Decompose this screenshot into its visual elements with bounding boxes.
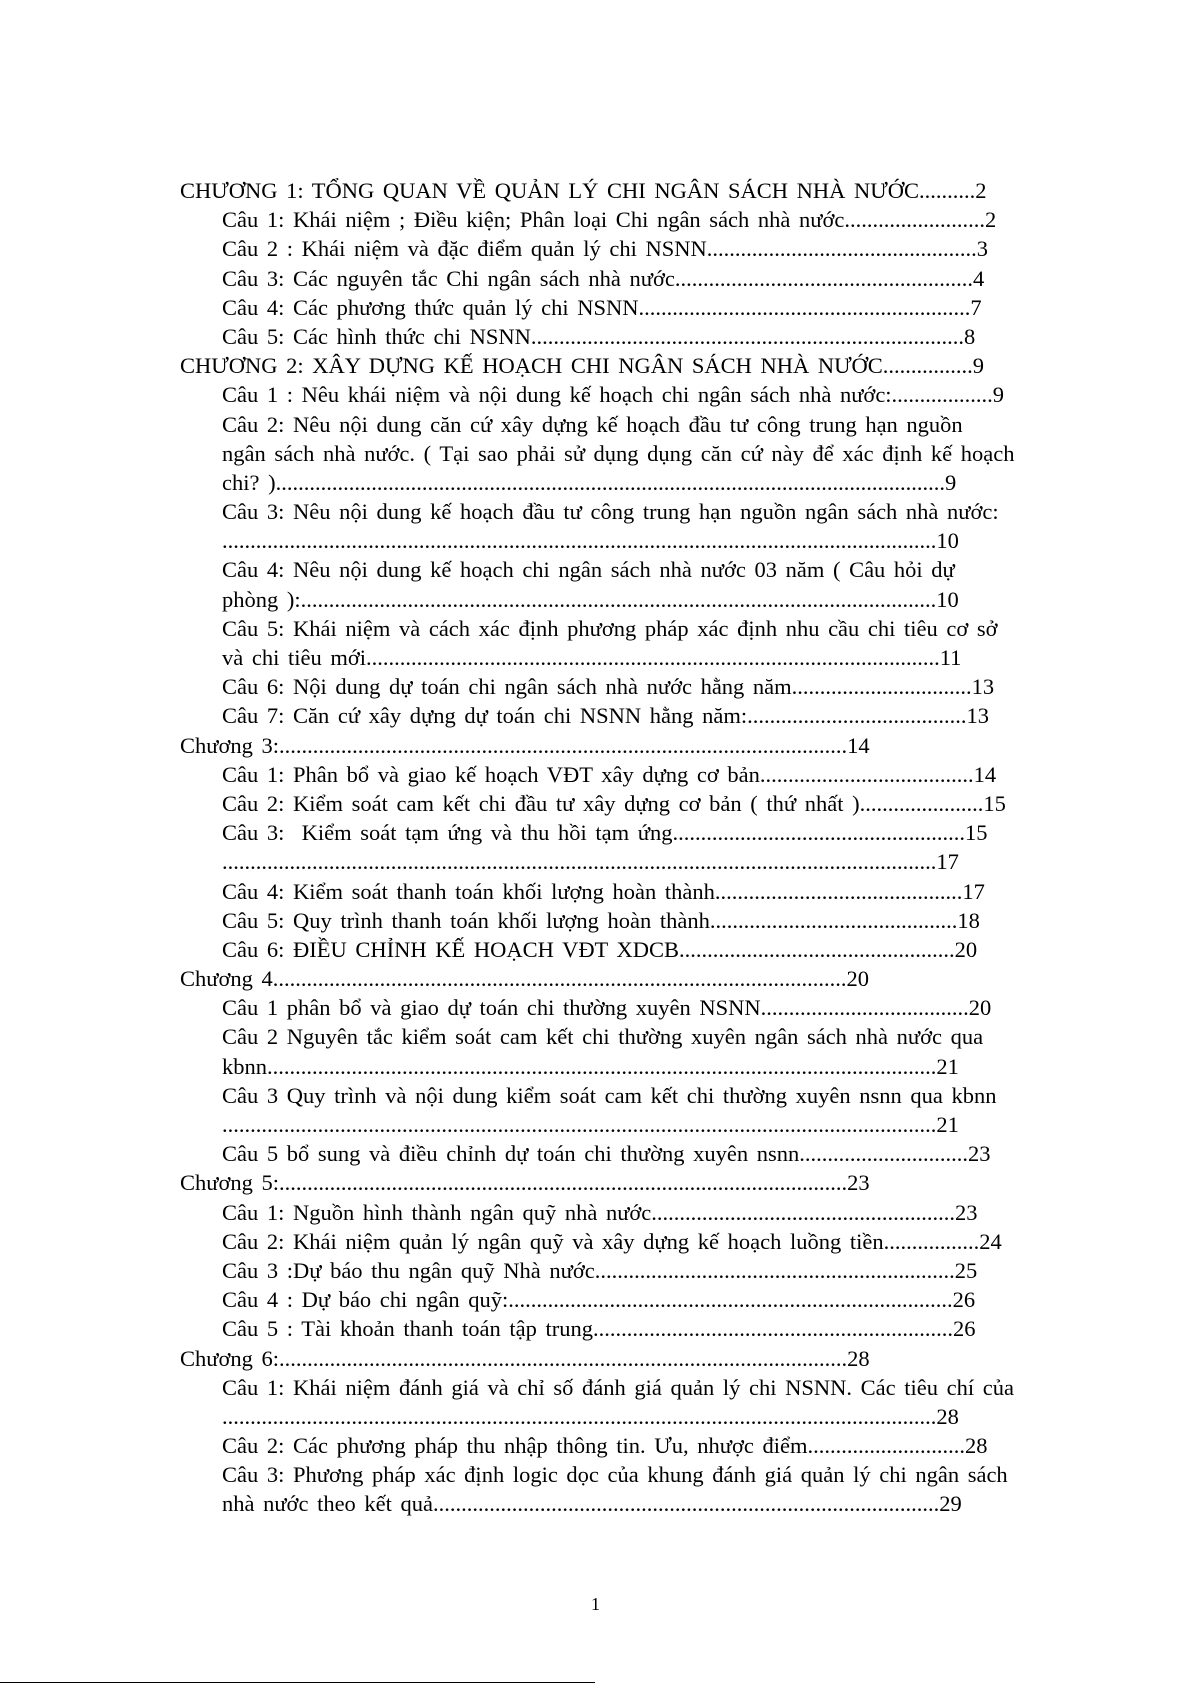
- toc-entry[interactable]: Câu 2: Kiểm soát cam kết chi đầu tư xây dựng cơ bản ( thứ nhất )......................15: [222, 790, 1006, 816]
- page-number: 1: [591, 1594, 600, 1614]
- toc-entry[interactable]: Câu 2 Nguyên tắc kiểm soát cam kết chi thường xuyên ngân sách nhà nước qua: [222, 1024, 984, 1050]
- toc-entry[interactable]: Câu 2 : Khái niệm và đặc điểm quản lý chi NSNN................................................3: [222, 236, 989, 262]
- toc-entry-continuation[interactable]: chi? ).......................................................................................................................9: [222, 469, 957, 495]
- toc-entry[interactable]: Câu 3 :Dự báo thu ngân quỹ Nhà nước................................................................25: [222, 1257, 978, 1283]
- toc-entry[interactable]: Câu 5 : Tài khoản thanh toán tập trung................................................................26: [222, 1316, 976, 1342]
- toc-entry[interactable]: Câu 2: Các phương pháp thu nhập thông tin. Ưu, nhược điểm............................28: [222, 1433, 988, 1459]
- toc-entry[interactable]: Câu 6: Nội dung dự toán chi ngân sách nhà nước hằng năm................................13: [222, 674, 995, 700]
- toc-entry[interactable]: Câu 3: Nêu nội dung kế hoạch đầu tư công trung hạn nguồn ngân sách nhà nước:: [222, 499, 999, 525]
- toc-entry-continuation[interactable]: phòng ):.................................................................................................................10: [222, 586, 959, 612]
- toc-entry-continuation[interactable]: ngân sách nhà nước. ( Tại sao phải sử dụng dụng căn cứ này để xác định kế hoạch: [222, 440, 1015, 466]
- toc-entry[interactable]: Câu 4: Kiểm soát thanh toán khối lượng hoàn thành............................................17: [222, 878, 985, 904]
- toc-chapter-heading[interactable]: Chương 4......................................................................................................20: [180, 966, 869, 992]
- toc-chapter-heading[interactable]: CHƯƠNG 1: TỔNG QUAN VỀ QUẢN LÝ CHI NGÂN SÁCH NHÀ NƯỚC..........2: [180, 178, 987, 203]
- toc-entry[interactable]: Câu 1 phân bổ và giao dự toán chi thường xuyên NSNN.....................................20: [222, 995, 992, 1021]
- toc-entry[interactable]: Câu 2: Nêu nội dung căn cứ xây dựng kế hoạch đầu tư công trung hạn nguồn: [222, 411, 963, 437]
- toc-entry[interactable]: Câu 1 : Nêu khái niệm và nội dung kế hoạch chi ngân sách nhà nước:..................9: [222, 382, 1005, 408]
- toc-entry[interactable]: Câu 5: Quy trình thanh toán khối lượng hoàn thành............................................18: [222, 907, 980, 933]
- toc-entry[interactable]: Câu 3: Phương pháp xác định logic dọc của khung đánh giá quản lý chi ngân sách: [222, 1462, 1008, 1488]
- toc-entry[interactable]: Câu 2: Khái niệm quản lý ngân quỹ và xây dựng kế hoạch luồng tiền.................24: [222, 1228, 1002, 1254]
- toc-entry[interactable]: Câu 3: Các nguyên tắc Chi ngân sách nhà nước.....................................................4: [222, 265, 985, 291]
- toc-entry[interactable]: Câu 1: Phân bổ và giao kế hoạch VĐT xây dựng cơ bản......................................14: [222, 761, 997, 787]
- toc-chapter-heading[interactable]: Chương 3:.....................................................................................................14: [180, 732, 870, 758]
- toc-entry-continuation[interactable]: ...............................................................................................................................21: [222, 1112, 959, 1137]
- toc-entry[interactable]: Câu 1: Khái niệm ; Điều kiện; Phân loại Chi ngân sách nhà nước.........................2: [222, 207, 997, 233]
- toc-entry[interactable]: Câu 3 Quy trình và nội dung kiểm soát cam kết chi thường xuyên nsnn qua kbnn: [222, 1082, 997, 1108]
- toc-entry-continuation[interactable]: ...............................................................................................................................17: [222, 849, 959, 875]
- toc-entry[interactable]: Câu 7: Căn cứ xây dựng dự toán chi NSNN hằng năm:.......................................13: [222, 703, 990, 729]
- toc-entry[interactable]: Câu 3: Kiểm soát tạm ứng và thu hồi tạm ứng....................................................15: [222, 820, 988, 846]
- toc-entry-continuation[interactable]: kbnn.......................................................................................................................21: [222, 1053, 959, 1079]
- toc-entry-continuation[interactable]: và chi tiêu mới......................................................................................................11: [222, 645, 962, 670]
- toc-entry[interactable]: Câu 4: Nêu nội dung kế hoạch chi ngân sách nhà nước 03 năm ( Câu hỏi dự: [222, 557, 955, 583]
- footer-divider: [0, 1682, 595, 1683]
- toc-entry[interactable]: Câu 1: Nguồn hình thành ngân quỹ nhà nước......................................................23: [222, 1199, 978, 1225]
- toc-entry[interactable]: Câu 5: Các hình thức chi NSNN.............................................................................8: [222, 323, 976, 349]
- toc-entry[interactable]: Câu 4 : Dự báo chi ngân quỹ:...............................................................................26: [222, 1287, 976, 1313]
- toc-chapter-heading[interactable]: Chương 6:.....................................................................................................28: [180, 1345, 870, 1371]
- toc-entry[interactable]: Câu 4: Các phương thức quản lý chi NSNN...........................................................7: [222, 294, 982, 320]
- toc-chapter-heading[interactable]: CHƯƠNG 2: XÂY DỰNG KẾ HOẠCH CHI NGÂN SÁCH NHÀ NƯỚC................9: [180, 353, 985, 379]
- toc-entry[interactable]: Câu 1: Khái niệm đánh giá và chỉ số đánh giá quản lý chi NSNN. Các tiêu chí của: [222, 1374, 1014, 1400]
- toc-chapter-heading[interactable]: Chương 5:.....................................................................................................23: [180, 1170, 870, 1196]
- toc-entry[interactable]: Câu 5 bổ sung và điều chỉnh dự toán chi thường xuyên nsnn..............................23: [222, 1141, 991, 1167]
- toc-entry[interactable]: Câu 6: ĐIỀU CHỈNH KẾ HOẠCH VĐT XDCB.................................................20: [222, 936, 978, 962]
- toc-entry-continuation[interactable]: ...............................................................................................................................10: [222, 528, 959, 554]
- toc-entry-continuation[interactable]: nhà nước theo kết quả..........................................................................................29: [222, 1491, 962, 1517]
- toc-entry-continuation[interactable]: ...............................................................................................................................28: [222, 1403, 959, 1429]
- table-of-contents: [180, 176, 1120, 1519]
- toc-entry[interactable]: Câu 5: Khái niệm và cách xác định phương pháp xác định nhu cầu chi tiêu cơ sở: [222, 615, 998, 641]
